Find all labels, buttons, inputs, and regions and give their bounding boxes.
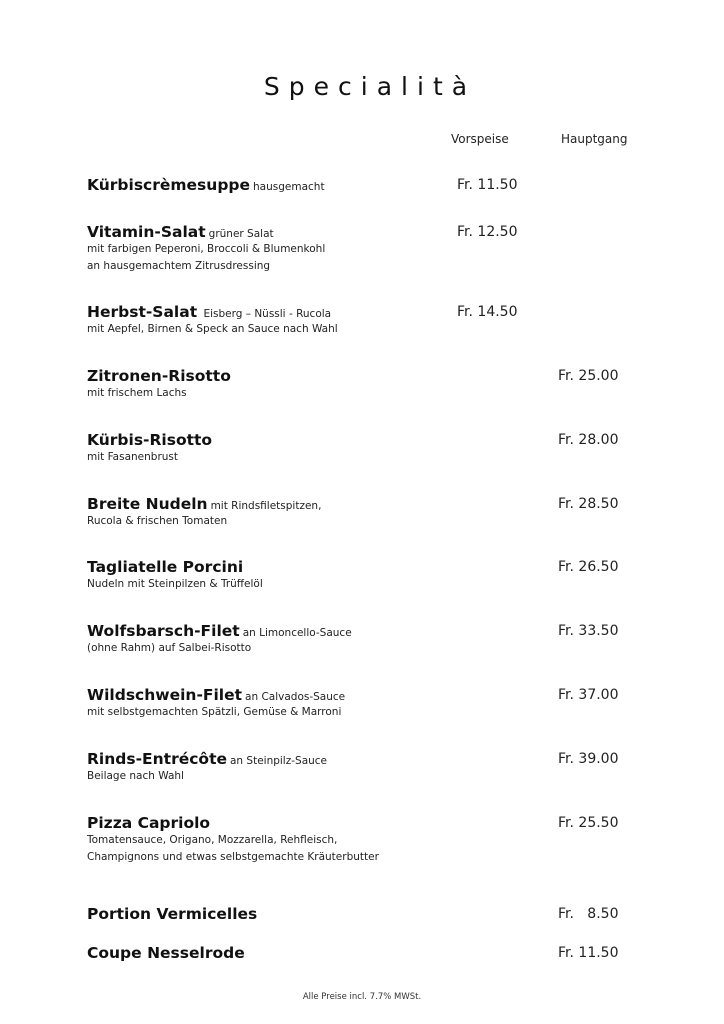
item-price: Fr. 12.50	[457, 224, 518, 240]
item-description: Champignons und etwas selbstgemachte Kräuterbutter	[87, 851, 379, 863]
item-description: mit farbigen Peperoni, Broccoli & Blumenkohl	[87, 243, 326, 255]
item-name: Vitamin-Salat	[87, 223, 206, 241]
item-price: Fr. 37.00	[558, 687, 619, 703]
item-description: mit selbstgemachten Spätzli, Gemüse & Marroni	[87, 706, 342, 718]
item-subtitle: an Limoncello-Sauce	[242, 627, 352, 639]
item-price: Fr. 14.50	[457, 304, 518, 320]
menu-item	[87, 749, 467, 785]
item-price: Fr. 11.50	[558, 945, 619, 961]
item-name: Herbst-Salat	[87, 303, 198, 321]
item-subtitle: hausgemacht	[253, 181, 325, 193]
item-name: Breite Nudeln	[87, 495, 208, 513]
menu-item	[87, 222, 467, 275]
item-name: Zitronen-Risotto	[87, 367, 231, 385]
menu-item	[87, 904, 467, 923]
item-name: Coupe Nesselrode	[87, 944, 245, 962]
menu-item	[87, 943, 467, 962]
item-description: mit frischem Lachs	[87, 387, 187, 399]
item-name: Kürbis-Risotto	[87, 431, 213, 449]
item-description: Tomatensauce, Origano, Mozzarella, Rehfleisch,	[87, 834, 338, 846]
item-price: Fr. 8.50	[558, 906, 619, 922]
item-description: mit Aepfel, Birnen & Speck an Sauce nach Wahl	[87, 323, 338, 335]
item-subtitle: Eisberg – Nüssli - Rucola	[200, 308, 332, 320]
item-subtitle: mit Rindsfiletspitzen,	[210, 500, 322, 512]
menu-item	[87, 685, 467, 721]
menu-item	[87, 430, 467, 466]
item-price: Fr. 25.50	[558, 815, 619, 831]
menu-item	[87, 302, 467, 338]
menu-item	[87, 175, 467, 194]
item-description: (ohne Rahm) auf Salbei-Risotto	[87, 642, 252, 654]
item-description: an hausgemachtem Zitrusdressing	[87, 260, 271, 272]
menu-item	[87, 366, 467, 402]
item-price: Fr. 39.00	[558, 751, 619, 767]
item-price: Fr. 25.00	[558, 368, 619, 384]
item-name: Wolfsbarsch-Filet	[87, 622, 240, 640]
item-name: Wildschwein-Filet	[87, 686, 243, 704]
item-description: Rucola & frischen Tomaten	[87, 515, 228, 527]
item-name: Kürbiscrèmesuppe	[87, 176, 251, 194]
menu-item	[87, 621, 467, 657]
menu-item	[87, 494, 467, 530]
item-subtitle: grüner Salat	[208, 228, 274, 240]
item-name: Tagliatelle Porcini	[87, 558, 244, 576]
item-description: Beilage nach Wahl	[87, 770, 184, 782]
column-header-main: Hauptgang	[561, 132, 628, 146]
footer-note: Alle Preise incl. 7.7% MWSt.	[302, 992, 422, 1002]
item-name: Pizza Capriolo	[87, 814, 211, 832]
menu-item	[87, 813, 467, 866]
item-description: mit Fasanenbrust	[87, 451, 179, 463]
item-price: Fr. 28.50	[558, 496, 619, 512]
item-price: Fr. 28.00	[558, 432, 619, 448]
item-subtitle: an Steinpilz-Sauce	[229, 755, 328, 767]
page-title: Specialità	[263, 72, 477, 101]
column-header-starter: Vorspeise	[451, 132, 509, 146]
item-price: Fr. 11.50	[457, 177, 518, 193]
item-price: Fr. 33.50	[558, 623, 619, 639]
item-price: Fr. 26.50	[558, 559, 619, 575]
menu-item	[87, 557, 467, 593]
item-description: Nudeln mit Steinpilzen & Trüffelöl	[87, 578, 263, 590]
item-name: Portion Vermicelles	[87, 905, 258, 923]
item-name: Rinds-Entrécôte	[87, 750, 227, 768]
item-subtitle: an Calvados-Sauce	[245, 691, 346, 703]
